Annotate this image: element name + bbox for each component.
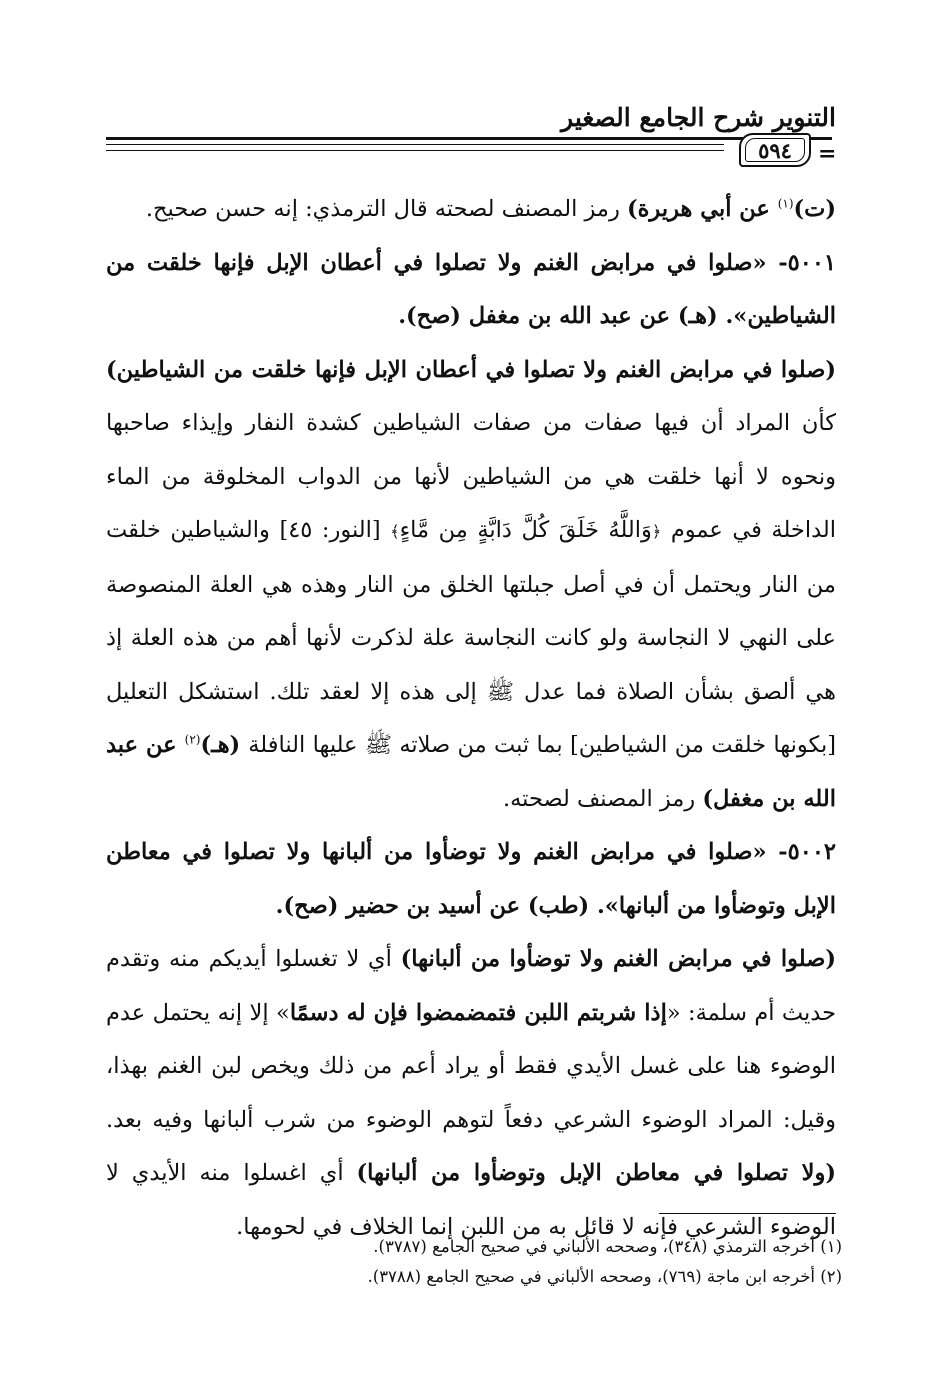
verse-reference: [النور: ٤٥] <box>279 517 391 543</box>
hadith-text: ٥٠٠٢- «صلوا في مرابض الغنم ولا توضأوا من ألبانها ولا تصلوا في معاطن الإبل وتوضأوا من ألبانها». <box>106 839 836 919</box>
quoted-matn: (ولا تصلوا في معاطن الإبل وتوضأوا من ألبانها) <box>356 1160 836 1186</box>
header-rule-thin-lower <box>106 150 724 151</box>
narrator: عن أبي هريرة) <box>626 196 778 222</box>
commentary: أي اغسلوا منه الأيدي لا الوضوء الشرعي فإنه لا قائل به من اللبن إنما الخلاف في لحومها. <box>106 1160 836 1240</box>
hadith-5002 <box>106 826 836 933</box>
quoted-hadith: إذا شربتم اللبن فتمضمضوا فإن له دسمًا <box>289 999 667 1026</box>
commentary: رمز المصنف لصحته قال الترمذي: إنه حسن صحيح. <box>145 196 627 222</box>
source-code: (ت) <box>793 196 836 222</box>
footnote-separator <box>659 1213 836 1214</box>
commentary: أي لا تغسلوا أيديكم منه وتقدم حديث أم سلمة: « <box>106 946 836 1026</box>
commentary: والشياطين خلقت من النار ويحتمل أن في أصل جبلتها الخلق من النار وهذه هي العلة المنصوصة على النهي لا النجاسة ولو كانت النجاسة علة لذكرت لأنها أهم من هذه العلة إذ هي ألصق بشأن الصلاة فما عدل ﷺ إلى هذه إلا لعقد تلك. استشكل التعليل [بكونها خلقت من الشياطين] بما ثبت من صلاته ﷺ عليها النافلة <box>106 517 837 758</box>
commentary: رمز المصنف لصحته. <box>502 785 703 812</box>
hadith-source: (هـ) عن عبد الله بن مغفل (صح). <box>398 303 726 329</box>
commentary-5002 <box>106 933 836 1254</box>
source-code: (هـ) <box>200 732 249 758</box>
footnote-1: (١) أخرجه الترمذي (٣٤٨)، وصححه الألباني في صحيح الجامع (٣٧٨٧). <box>373 1237 842 1256</box>
header-rule-thin <box>106 144 724 145</box>
commentary-5001 <box>106 344 836 827</box>
footnote-ref-2: (٢) <box>184 732 201 747</box>
footnotes <box>112 1232 842 1292</box>
quoted-matn: (صلوا في مرابض الغنم ولا تصلوا في أعطان الإبل فإنها خلقت من الشياطين) <box>106 356 836 383</box>
commentary: » إلا إنه يحتمل عدم الوضوء هنا على غسل الأيدي فقط أو يراد أعم من ذلك ويخص لبن الغنم بهذا، وقيل: المراد الوضوء الشرعي دفعاً لتوهم الوضوء من شرب ألبانها وفيه بعد. <box>106 999 836 1133</box>
ayah-bracket-open: ﴿ <box>651 522 662 541</box>
page-number: ٥٩٤ <box>758 137 792 163</box>
ayah-bracket-close: ﴾ <box>390 522 400 541</box>
hadith-5001 <box>106 237 836 344</box>
footnote-2: (٢) أخرجه ابن ماجة (٧٦٩)، وصححه الألباني في صحيح الجامع (٣٧٨٨). <box>367 1267 842 1286</box>
narrator: عن عبد الله بن مغفل) <box>106 732 836 812</box>
page-number-frame <box>739 133 811 167</box>
paragraph-1 <box>106 183 836 237</box>
hadith-source: (طب) عن أسيد بن حضير (صح). <box>275 892 597 919</box>
quoted-matn: (صلوا في مرابض الغنم ولا توضأوا من ألبانها) <box>400 946 836 972</box>
commentary: كأن المراد أن فيها صفات من صفات الشياطين كشدة النفار وإيذاء صاحبها ونحوه لا أنها خلقت هي من الشياطين لأنها من الدواب المخلوقة من الماء الداخلة في عموم <box>106 410 836 543</box>
main-text <box>106 183 836 1254</box>
book-title: التنوير شرح الجامع الصغير <box>561 103 836 132</box>
header-rule-thick <box>106 137 832 140</box>
hadith-text: ٥٠٠١- «صلوا في مرابض الغنم ولا تصلوا في أعطان الإبل فإنها خلقت من الشياطين». <box>106 249 836 329</box>
footnote-ref-1: (١) <box>777 196 794 211</box>
quran-verse: وَاللَّهُ خَلَقَ كُلَّ دَابَّةٍ مِن مَّاءٍ <box>399 517 652 543</box>
page-number-dash: = <box>818 141 837 167</box>
